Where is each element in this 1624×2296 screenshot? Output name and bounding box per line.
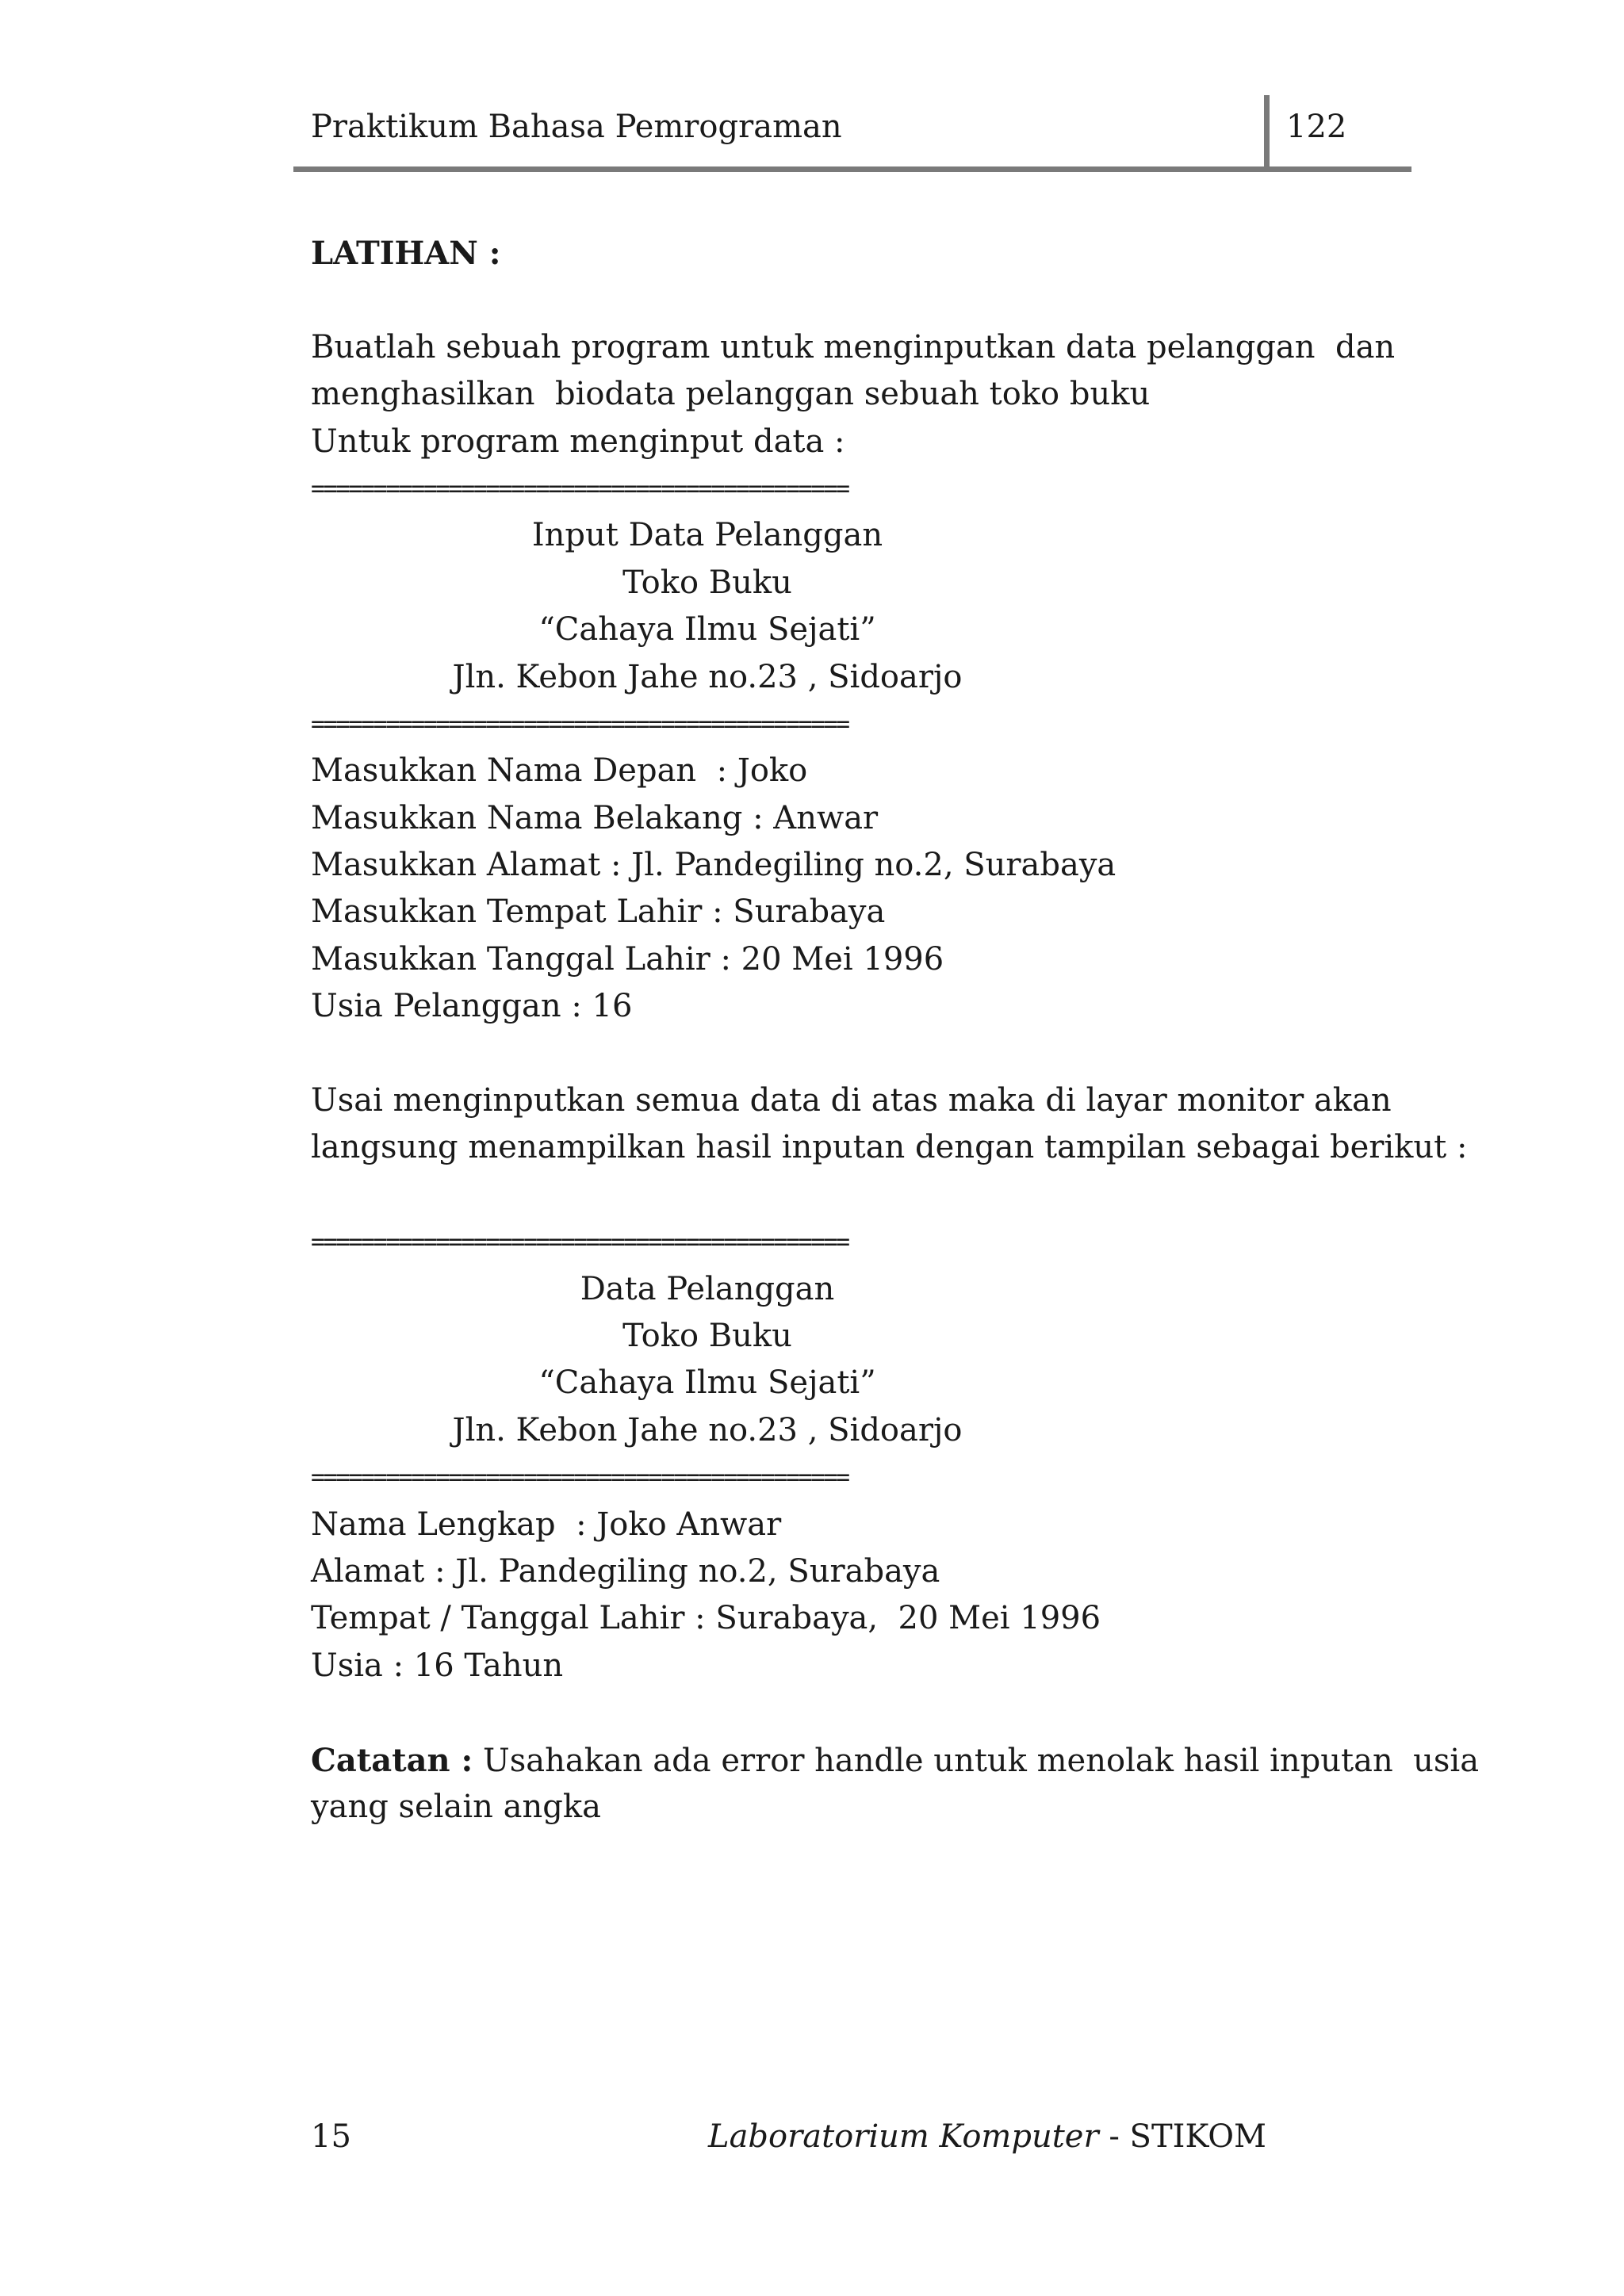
note-text: Usahakan ada error handle untuk menolak hasil inputan usia [473,1742,1480,1779]
input-title-line: Jln. Kebon Jahe no.23 , Sidoarjo [452,658,963,695]
book-title: Praktikum Bahasa Pemrograman [311,109,842,145]
input-field-line: Masukkan Nama Belakang : Anwar [311,799,879,836]
input-title-line: “Cahaya Ilmu Sejati” [538,611,876,649]
input-field-line: Masukkan Tanggal Lahir : 20 Mei 1996 [311,940,944,978]
footer-lab-name [708,2118,1266,2155]
page-header [293,95,1411,174]
spacer [311,1031,1405,1077]
input-title-line: Input Data Pelanggan [531,517,883,554]
page-content [311,230,1480,1831]
footer-lab-italic: Laboratorium Komputer [708,2118,1099,2155]
output-field-line: Tempat / Tanggal Lahir : Surabaya, 20 Mei 1996 [311,1600,1101,1637]
exercise-heading: LATIHAN : [311,235,501,272]
middle-text-line: Usai menginputkan semua data di atas maka di layar monitor akan [311,1082,1392,1119]
input-field-line: Masukkan Nama Depan : Joko [311,752,808,790]
footer-page-number: 15 [311,2118,351,2155]
separator-line: =========================================== [311,710,848,738]
header-page-number: 122 [1286,109,1347,145]
input-field-line: Usia Pelanggan : 16 [311,988,633,1025]
output-field-line: Nama Lengkap : Joko Anwar [311,1506,782,1543]
output-field-line: Usia : 16 Tahun [311,1647,564,1684]
separator-line: =========================================== [311,1228,848,1257]
output-title-line: Toko Buku [622,1317,792,1354]
intro-line: Buatlah sebuah program untuk menginputkan data pelanggan dan [311,328,1396,365]
output-title-line: “Cahaya Ilmu Sejati” [538,1364,876,1402]
spacer [311,1689,1405,1736]
footer-lab-rest: - STIKOM [1098,2118,1266,2155]
intro-line: menghasilkan biodata pelanggan sebuah toko buku [311,376,1151,413]
intro-line: Untuk program menginput data : [311,423,845,460]
output-title-line: Jln. Kebon Jahe no.23 , Sidoarjo [452,1411,963,1448]
spacer [311,1172,1405,1219]
input-field-line: Masukkan Alamat : Jl. Pandegiling no.2, Surabaya [311,847,1116,884]
header-vertical-rule [1264,95,1270,170]
note-line [311,1737,1480,1784]
middle-text-line: langsung menampilkan hasil inputan dengan tampilan sebagai berikut : [311,1129,1468,1166]
output-title-line: Data Pelanggan [580,1270,835,1307]
separator-line: =========================================== [311,1464,848,1492]
input-field-line: Masukkan Tempat Lahir : Surabaya [311,894,886,931]
separator-line: =========================================== [311,474,848,503]
spacer [311,277,1405,323]
note-label: Catatan : [311,1741,473,1779]
note-line: yang selain angka [311,1788,601,1825]
output-field-line: Alamat : Jl. Pandegiling no.2, Surabaya [311,1552,940,1590]
input-title-line: Toko Buku [622,564,792,601]
header-horizontal-rule [293,166,1411,172]
